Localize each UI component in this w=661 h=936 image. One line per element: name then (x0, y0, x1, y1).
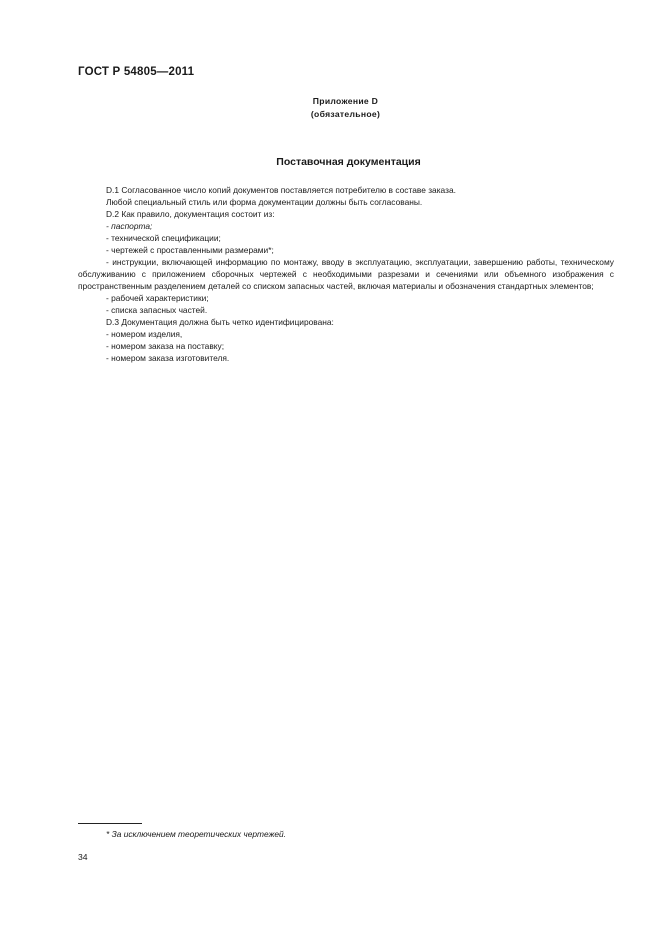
list-item: - чертежей с проставленными размерами*; (106, 245, 274, 255)
list-item: - номером заказа изготовителя. (106, 353, 230, 363)
list-item: - списка запасных частей. (106, 305, 208, 315)
document-body (78, 184, 614, 364)
paragraph-d1: D.1 Согласованное число копий документов поставляется потребителю в составе заказа. (106, 185, 456, 195)
footnote: * За исключением теоретических чертежей. (106, 829, 286, 839)
list-item: - номером изделия, (106, 329, 183, 339)
annex-status: (обязательное) (310, 109, 381, 119)
paragraph-d3: D.3 Документация должна быть четко идентифицирована: (106, 317, 334, 327)
document-code: ГОСТ Р 54805—2011 (78, 66, 195, 78)
paragraph-d2: D.2 Как правило, документация состоит из: (106, 209, 275, 219)
list-item: - номером заказа на поставку; (106, 341, 225, 351)
paragraph-style: Любой специальный стиль или форма документации должны быть согласованы. (106, 197, 423, 207)
footnote-divider (78, 823, 142, 824)
list-item: - паспорта; (106, 221, 153, 231)
section-title: Поставочная документация (276, 156, 421, 168)
list-item: - инструкции, включающей информацию по монтажу, вводу в эксплуатацию, эксплуатации, завершению работы, техническому обслуживанию с приложением сборочных чертежей с необходимыми разрезами и сечениями или объемного изображения с пространственным разделением деталей со списком запасных частей, включая материалы и обозначения стандартных элементов; (78, 257, 614, 291)
annex-title: Приложение D (312, 96, 379, 106)
page-number: 34 (78, 852, 88, 862)
list-item: - технической спецификации; (106, 233, 221, 243)
list-item: - рабочей характеристики; (106, 293, 209, 303)
